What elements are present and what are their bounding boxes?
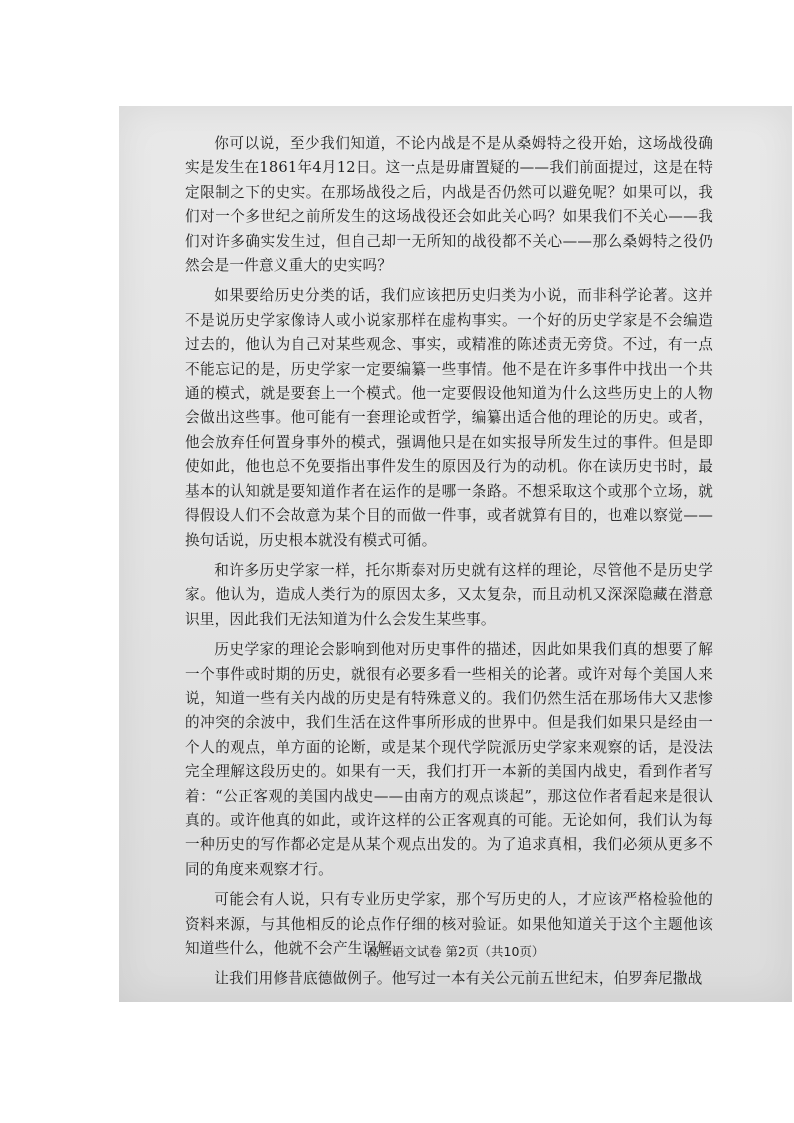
paragraph-4: 历史学家的理论会影响到他对历史事件的描述，因此如果我们真的想要了解一个事件或时期的历史，就很有必要多看一些相关的论著。或许对每个美国人来说，知道一些有关内战的历史是有特殊意义的。我们仍然生活在那场伟大又悲惨的冲突的余波中，我们生活在这件事所形成的世界中。但是我们如果只是经由一个人的观点，单方面的论断，或是某个现代学院派历史学家来观察的话，是没法完全理解这段历史的。如果有一天，我们打开一本新的美国内战史，看到作者写着：“公正客观的美国内战史——由南方的观点谈起”，那这位作者看起来是很认真的。或许他真的如此，或许这样的公正客观真的可能。无论如何，我们认为每一种历史的写作都必定是从某个观点出发的。为了追求真相，我们必须从更多不同的角度来观察才行。 [185,641,713,878]
paragraph-3: 和许多历史学家一样，托尔斯泰对历史就有这样的理论，尽管他不是历史学家。他认为，造成人类行为的原因太多，又太复杂，而且动机又深深隐藏在潜意识里，因此我们无法知道为什么会发生某些事。 [185,561,713,628]
paragraph-1: 你可以说，至少我们知道，不论内战是不是从桑姆特之役开始，这场战役确实是发生在1861年4月12日。这一点是毋庸置疑的——我们前面提过，这是在特定限制之下的史实。在那场战役之后，内战是否仍然可以避免呢？如果可以，我们对一个多世纪之前所发生的这场战役还会如此关心吗？如果我们不关心——我们对许多确实发生过，但自己却一无所知的战役都不关心——那么桑姆特之役仍然会是一件意义重大的史实吗？ [185,135,713,275]
paragraph-2: 如果要给历史分类的话，我们应该把历史归类为小说，而非科学论著。这并不是说历史学家像诗人或小说家那样在虚构事实。一个好的历史学家是不会编造过去的，他认为自己对某些观念、事实，或精准的陈述责无旁贷。不过，有一点不能忘记的是，历史学家一定要编纂一些事情。他不是在许多事件中找出一个共通的模式，就是要套上一个模式。他一定要假设他知道为什么这些历史上的人物会做出这些事。他可能有一套理论或哲学，编纂出适合他的理论的历史。或者，他会放弃任何置身事外的模式，强调他只是在如实报导所发生过的事件。但是即使如此，他也总不免要指出事件发生的原因及行为的动机。你在读历史书时，最基本的认知就是要知道作者在运作的是哪一条路。不想采取这个或那个立场，就得假设人们不会故意为某个目的而做一件事，或者就算有目的，也难以察觉——换句话说，历史根本就没有模式可循。 [185,287,713,549]
paragraph-6: 让我们用修昔底德做例子。他写过一本有关公元前五世纪末，伯罗奔尼撒战 [214,970,703,988]
page-footer: 高二语文试卷 第2页（共10页） [366,944,545,959]
scanned-page-photo [119,106,792,1002]
paragraph-5: 可能会有人说，只有专业历史学家，那个写历史的人，才应该严格检验他的资料来源，与其他相反的论点作仔细的核对验证。如果他知道关于这个主题他该知道些什么，他就不会产生误解。 [185,891,713,957]
article-body [185,132,713,992]
